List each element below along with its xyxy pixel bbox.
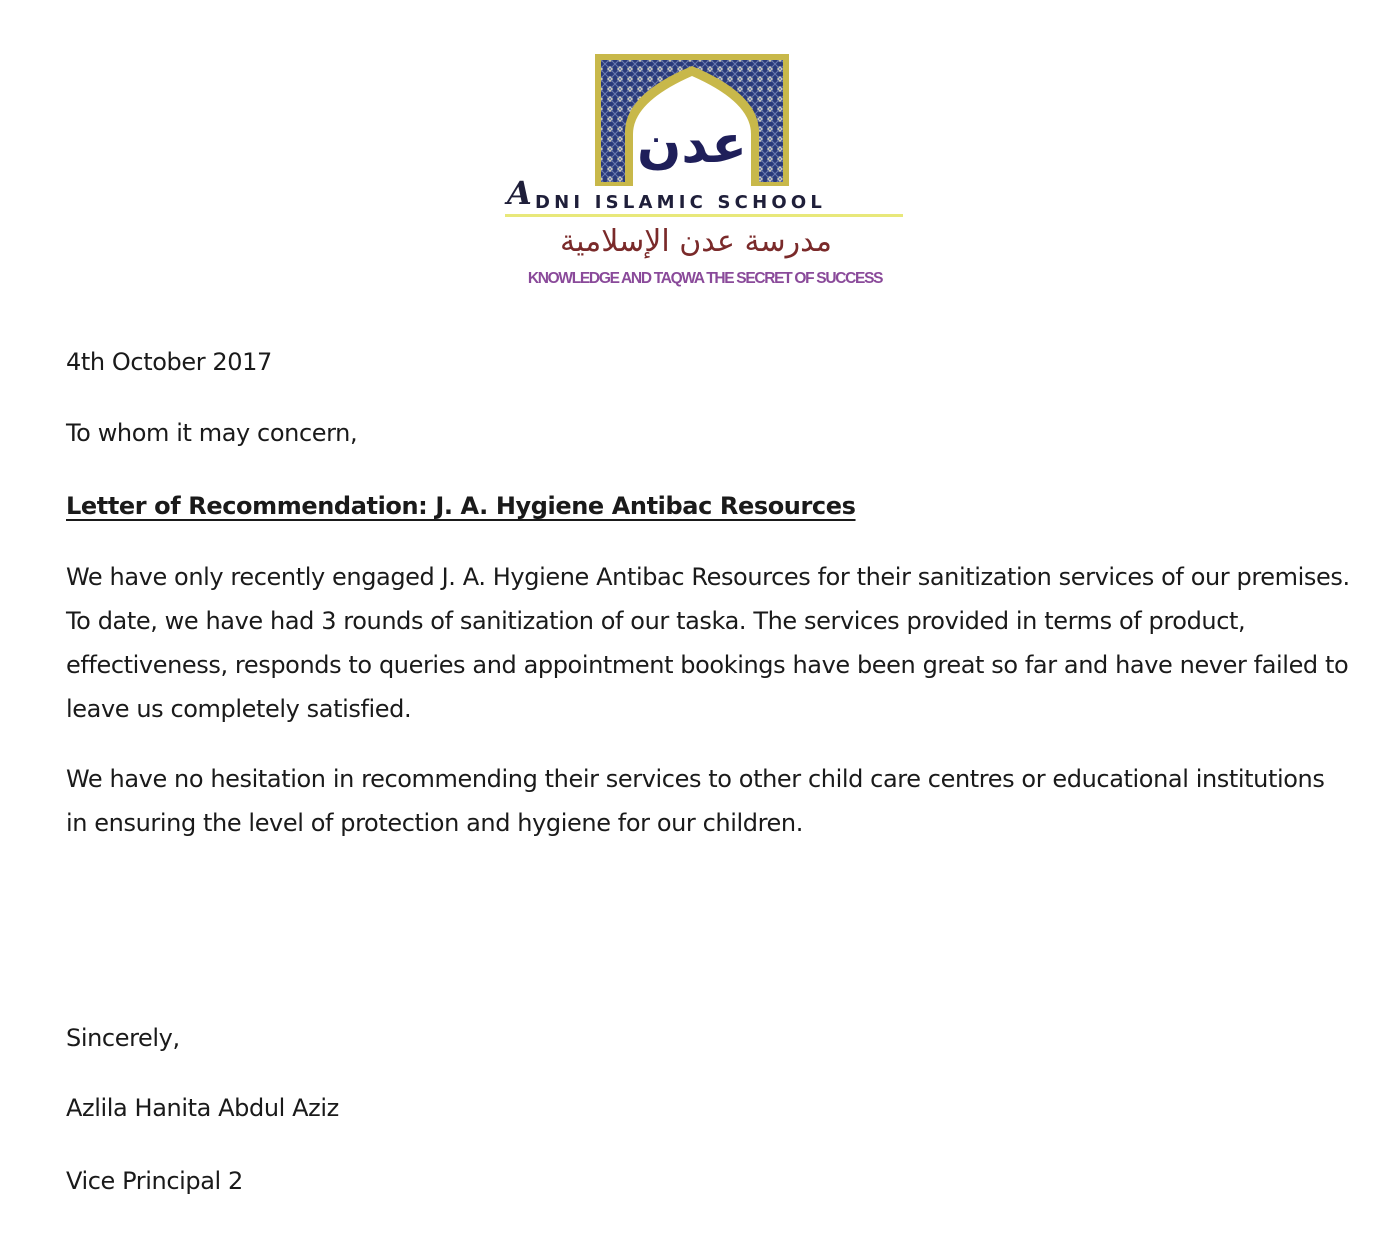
signatory-name: Azlila Hanita Abdul Aziz (66, 1094, 339, 1122)
school-name-initial: A (507, 174, 532, 212)
school-name-arabic: مدرسة عدن الإسلامية (560, 224, 832, 259)
signatory-title: Vice Principal 2 (66, 1167, 243, 1195)
letter-salutation: To whom it may concern, (66, 419, 358, 447)
school-emblem (595, 54, 789, 186)
letter-paragraph: We have only recently engaged J. A. Hygiene Antibac Resources for their sanitization services of our premises. To date, we have had 3 rounds of sanitization of our taska. The services provided in terms of product, effectiveness, responds to queries and appointment bookings have been great so far and have never failed to leave us completely satisfied. (66, 563, 1350, 723)
letter-subject: Letter of Recommendation: J. A. Hygiene Antibac Resources (66, 492, 856, 520)
letter-paragraph: We have no hesitation in recommending their services to other child care centres or educational institutions in ensuring the level of protection and hygiene for our children. (66, 765, 1325, 837)
school-name-text: DNI ISLAMIC SCHOOL (535, 192, 827, 213)
emblem-calligraphy: عدن (637, 115, 747, 175)
school-logo (505, 50, 905, 300)
letter-date: 4th October 2017 (66, 348, 272, 376)
school-tagline: KNOWLEDGE AND TAQWA THE SECRET OF SUCCESS (527, 270, 883, 287)
letter-closing: Sincerely, (66, 1024, 180, 1052)
school-name (505, 174, 903, 217)
